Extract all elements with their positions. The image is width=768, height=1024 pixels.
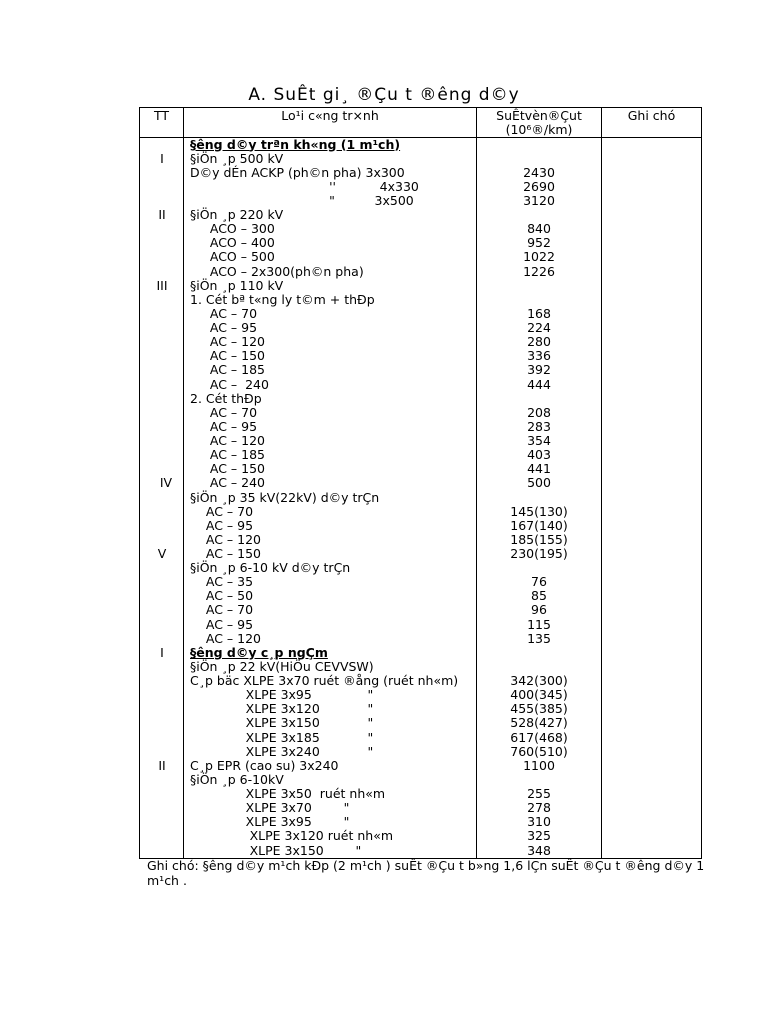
- row-description: §iÖn ¸p 22 kV(HiÖu CEVVSW): [190, 658, 374, 674]
- table-row: [140, 265, 701, 279]
- table-row: [140, 180, 701, 194]
- table-row: [140, 589, 701, 603]
- cost-table: [139, 107, 702, 859]
- table-row: [140, 660, 701, 674]
- row-value: 85: [531, 588, 547, 604]
- table-row: [140, 575, 701, 589]
- row-description: §iÖn ¸p 6-10 kV d©y trÇn: [190, 560, 351, 576]
- row-tt: IV: [159, 475, 173, 491]
- row-value: 167(140): [510, 517, 568, 533]
- table-row: [140, 505, 701, 519]
- row-value: 280: [527, 334, 551, 350]
- table-row: [140, 547, 701, 561]
- row-value: 283: [527, 418, 551, 434]
- section-heading: §êng d©y trªn kh«ng (1 m¹ch): [190, 136, 401, 152]
- row-description: '' 4x330: [190, 178, 419, 194]
- table-row: [140, 491, 701, 505]
- row-description: AC – 35: [190, 574, 254, 590]
- row-value: 354: [527, 433, 551, 449]
- row-description: AC – 70: [190, 404, 258, 420]
- header-rate-label: SuÊtvèn®Çut: [496, 108, 582, 123]
- row-value: 230(195): [510, 545, 568, 561]
- row-description: AC – 120: [190, 433, 265, 449]
- table-row: [140, 561, 701, 575]
- row-description: AC – 150: [190, 545, 262, 561]
- row-value: 1022: [523, 249, 555, 265]
- table-row: [140, 773, 701, 787]
- table-row: [140, 392, 701, 406]
- row-description: XLPE 3x240 ": [190, 743, 374, 759]
- row-value: 278: [527, 800, 551, 816]
- table-row: [140, 731, 701, 745]
- row-description: D©y dÉn ACKP (ph©n pha) 3x300: [190, 164, 405, 180]
- row-description: §iÖn ¸p 220 kV: [190, 207, 284, 223]
- row-description: XLPE 3x120 ": [190, 701, 374, 717]
- row-tt: III: [156, 277, 168, 293]
- table-row: [140, 745, 701, 759]
- row-value: 392: [527, 362, 551, 378]
- table-row: [140, 476, 701, 490]
- row-description: §iÖn ¸p 110 kV: [190, 277, 284, 293]
- row-value: 2430: [523, 164, 555, 180]
- table-row: [140, 152, 701, 166]
- row-value: 528(427): [510, 715, 568, 731]
- row-tt: I: [160, 150, 164, 166]
- row-description: AC – 95: [190, 517, 254, 533]
- table-row: [140, 363, 701, 377]
- row-description: " 3x500: [190, 192, 414, 208]
- table-row: [140, 349, 701, 363]
- row-value: 1100: [523, 757, 555, 773]
- row-tt: II: [158, 207, 166, 223]
- row-description: AC – 185: [190, 362, 265, 378]
- row-description: XLPE 3x150 ": [190, 842, 362, 858]
- row-value: 224: [527, 320, 551, 336]
- section-heading: §êng d©y c¸p ngÇm: [190, 644, 328, 660]
- row-description: §iÖn ¸p 500 kV: [190, 150, 284, 166]
- table-row: [140, 759, 701, 773]
- row-description: AC – 50: [190, 588, 254, 604]
- row-description: AC – 240: [190, 475, 265, 491]
- row-value: 400(345): [510, 687, 568, 703]
- row-value: 617(468): [510, 729, 568, 745]
- table-row: [140, 674, 701, 688]
- row-value: 208: [527, 404, 551, 420]
- row-value: 455(385): [510, 701, 568, 717]
- row-value: 444: [527, 376, 551, 392]
- row-value: 115: [527, 616, 551, 632]
- row-value: 185(155): [510, 531, 568, 547]
- table-row: [140, 632, 701, 646]
- row-description: 2. Cét thÐp: [190, 390, 262, 406]
- row-value: 255: [527, 786, 551, 802]
- row-description: AC – 95: [190, 418, 258, 434]
- table-row: [140, 378, 701, 392]
- table-row: [140, 829, 701, 843]
- row-description: ACO – 400: [190, 235, 275, 251]
- row-value: 348: [527, 842, 551, 858]
- table-row: [140, 519, 701, 533]
- table-row: [140, 236, 701, 250]
- row-value: 135: [527, 630, 551, 646]
- row-value: 336: [527, 348, 551, 364]
- row-value: 1226: [523, 263, 555, 279]
- row-value: 325: [527, 828, 551, 844]
- header-note: Ghi chó: [627, 108, 676, 123]
- row-description: XLPE 3x120 ruét nh«m: [190, 828, 394, 844]
- row-description: XLPE 3x95 ": [190, 814, 350, 830]
- table-row: [140, 279, 701, 293]
- page-title: A. SuÊt gi¸ ®Çu t ®êng d©y: [248, 85, 520, 105]
- footnote: Ghi chó: §êng d©y m¹ch kÐp (2 m¹ch ) suÊt ®Çu t b»ng 1,6 lÇn suÊt ®Çu t ®êng d©y 1 m¹ch .: [147, 858, 705, 888]
- row-description: AC – 240: [190, 376, 269, 392]
- table-row: [140, 321, 701, 335]
- table-row: [140, 462, 701, 476]
- row-value: 310: [527, 814, 551, 830]
- table-row: [140, 293, 701, 307]
- table-row: [140, 801, 701, 815]
- table-row: [140, 208, 701, 222]
- row-description: ACO – 2x300(ph©n pha): [190, 263, 364, 279]
- table-row: [140, 307, 701, 321]
- row-value: 840: [527, 221, 551, 237]
- row-description: §iÖn ¸p 6-10kV: [190, 771, 284, 787]
- row-description: AC – 70: [190, 602, 254, 618]
- row-value: 2690: [523, 178, 555, 194]
- row-value: 760(510): [510, 743, 568, 759]
- table-row: [140, 194, 701, 208]
- row-description: XLPE 3x50 ruét nh«m: [190, 786, 386, 802]
- row-description: XLPE 3x95 ": [190, 687, 374, 703]
- row-tt: II: [158, 757, 166, 773]
- row-tt: I: [160, 644, 164, 660]
- row-description: AC – 185: [190, 447, 265, 463]
- table-row: [140, 787, 701, 801]
- row-value: 500: [527, 475, 551, 491]
- header-type: Lo¹i c«ng tr×nh: [281, 108, 379, 123]
- row-description: 1. Cét bª t«ng ly t©m + thÐp: [190, 291, 375, 307]
- table-row: [140, 434, 701, 448]
- header-tt: TT: [153, 108, 170, 123]
- table-row: [140, 844, 701, 858]
- table-row: [140, 250, 701, 264]
- row-description: AC – 95: [190, 320, 258, 336]
- row-value: 403: [527, 447, 551, 463]
- row-value: 96: [531, 602, 547, 618]
- row-description: AC – 70: [190, 503, 254, 519]
- table-row: [140, 335, 701, 349]
- header-rate: [477, 109, 601, 137]
- row-value: 145(130): [510, 503, 568, 519]
- row-description: AC – 120: [190, 630, 262, 646]
- row-value: 952: [527, 235, 551, 251]
- row-description: AC – 120: [190, 334, 265, 350]
- header-rate-unit: (10⁶®/km): [505, 122, 573, 137]
- table-row: [140, 448, 701, 462]
- row-value: 3120: [523, 192, 555, 208]
- table-row: [140, 688, 701, 702]
- table-row: [140, 646, 701, 660]
- table-row: [140, 603, 701, 617]
- row-value: 76: [531, 574, 547, 590]
- table-row: [140, 533, 701, 547]
- row-description: XLPE 3x185 ": [190, 729, 374, 745]
- row-description: ACO – 500: [190, 249, 275, 265]
- row-value: 441: [527, 461, 551, 477]
- table-row: [140, 702, 701, 716]
- row-description: AC – 70: [190, 305, 258, 321]
- table-row: [140, 420, 701, 434]
- row-description: §iÖn ¸p 35 kV(22kV) d©y trÇn: [190, 489, 380, 505]
- row-description: XLPE 3x70 ": [190, 800, 350, 816]
- row-description: AC – 120: [190, 531, 262, 547]
- row-value: 342(300): [510, 673, 568, 689]
- table-row: [140, 166, 701, 180]
- table-row: [140, 815, 701, 829]
- row-tt: V: [157, 545, 167, 561]
- row-description: AC – 95: [190, 616, 254, 632]
- table-row: [140, 222, 701, 236]
- row-description: AC – 150: [190, 461, 265, 477]
- table-row: [140, 138, 701, 152]
- table-row: [140, 406, 701, 420]
- row-description: XLPE 3x150 ": [190, 715, 374, 731]
- row-description: ACO – 300: [190, 221, 275, 237]
- row-description: AC – 150: [190, 348, 265, 364]
- row-description: C¸p bäc XLPE 3x70 ruét ®ång (ruét nh«m): [190, 673, 459, 689]
- table-row: [140, 618, 701, 632]
- row-description: C¸p EPR (cao su) 3x240: [190, 757, 339, 773]
- table-row: [140, 716, 701, 730]
- row-value: 168: [527, 305, 551, 321]
